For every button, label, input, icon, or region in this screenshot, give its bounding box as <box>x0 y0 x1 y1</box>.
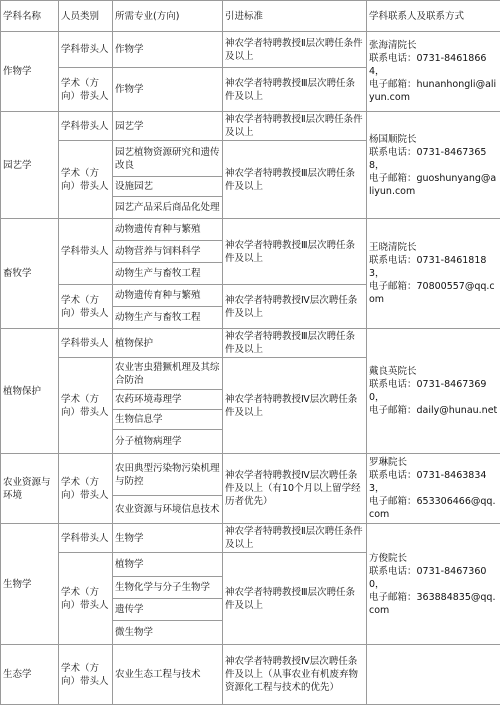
contact-cell <box>367 329 500 454</box>
table-row <box>1 524 500 553</box>
contact-email: 电子邮箱：363884835@qq.com <box>369 591 498 617</box>
table-row <box>1 329 500 358</box>
discipline-cell: 农业资源与环境 <box>1 454 59 524</box>
contact-phone: 联系电话：0731-84618664， <box>369 52 498 78</box>
header-contact: 学科联系人及联系方式 <box>367 1 500 32</box>
contact-phone: 联系电话：0731-84673600， <box>369 565 498 591</box>
personnel-cell: 学科带头人 <box>59 329 113 358</box>
header-personnel: 人员类别 <box>59 1 113 32</box>
table-row <box>1 112 500 141</box>
table-row <box>1 454 500 496</box>
personnel-cell: 学术（方向）带头人 <box>59 141 113 219</box>
personnel-cell: 学术（方向）带头人 <box>59 553 113 645</box>
discipline-cell: 园艺学 <box>1 112 59 219</box>
contact-phone: 联系电话：0731-84618183， <box>369 254 498 280</box>
major-cell: 动物生产与畜牧工程 <box>113 263 223 285</box>
major-cell: 园艺植物资源研究和遗传改良 <box>113 141 223 177</box>
criteria-cell: 神农学者特聘教授Ⅳ层次聘任条件及以上（从事农业有机废弃物资源化工程与技术的优先） <box>223 645 367 705</box>
header-major: 所需专业(方向) <box>113 1 223 32</box>
personnel-cell: 学科带头人 <box>59 219 113 285</box>
table-row <box>1 32 500 68</box>
personnel-cell: 学术（方向）带头人 <box>59 285 113 329</box>
contact-cell <box>367 219 500 329</box>
major-cell: 设施园艺 <box>113 177 223 197</box>
major-cell: 动物营养与饲料科学 <box>113 241 223 263</box>
contact-name: 戴良英院长 <box>369 365 498 378</box>
criteria-cell: 神农学者特聘教授Ⅲ层次聘任条件及以上 <box>223 141 367 219</box>
personnel-cell: 学术（方向）带头人 <box>59 454 113 524</box>
major-cell: 园艺学 <box>113 112 223 141</box>
contact-email: 电子邮箱：guoshunyang@aliyun.com <box>369 172 498 198</box>
header-row <box>1 1 500 32</box>
major-cell: 植物保护 <box>113 329 223 358</box>
major-cell: 作物学 <box>113 32 223 68</box>
discipline-cell: 生态学 <box>1 645 59 705</box>
personnel-cell: 学术（方向）带头人 <box>59 68 113 112</box>
contact-email: 电子邮箱：653306466@qq.com <box>369 495 498 521</box>
contact-phone: 联系电话：0731-84638343， <box>369 469 498 495</box>
personnel-cell: 学科带头人 <box>59 112 113 141</box>
contact-email: 电子邮箱：daily@hunau.net <box>369 404 498 417</box>
discipline-cell: 作物学 <box>1 32 59 112</box>
major-cell: 生物化学与分子生物学 <box>113 577 223 599</box>
criteria-cell: 神农学者特聘教授Ⅲ层次聘任条件及以上 <box>223 329 367 358</box>
discipline-cell: 植物保护 <box>1 329 59 454</box>
contact-cell <box>367 524 500 645</box>
contact-email: 电子邮箱：hunanhongli@aliyun.com <box>369 78 498 104</box>
major-cell: 作物学 <box>113 68 223 112</box>
contact-cell <box>367 32 500 112</box>
criteria-cell: 神农学者特聘教授Ⅲ层次聘任条件及以上 <box>223 553 367 645</box>
discipline-cell: 生物学 <box>1 524 59 645</box>
contact-cell <box>367 454 500 524</box>
major-cell: 分子植物病理学 <box>113 430 223 454</box>
contact-cell <box>367 645 500 705</box>
major-cell: 遗传学 <box>113 599 223 621</box>
personnel-cell: 学科带头人 <box>59 32 113 68</box>
table-row <box>1 645 500 705</box>
criteria-cell: 神农学者特聘教授Ⅳ层次聘任条件及以上 <box>223 358 367 454</box>
major-cell: 动物生产与畜牧工程 <box>113 307 223 329</box>
major-cell: 农业害虫猎獗机理及其综合防治 <box>113 358 223 390</box>
major-cell: 农业生态工程与技术 <box>113 645 223 705</box>
major-cell: 动物遗传育种与繁殖 <box>113 219 223 241</box>
contact-phone: 联系电话：0731-84673658， <box>369 146 498 172</box>
personnel-cell: 学科带头人 <box>59 524 113 553</box>
contact-phone: 联系电话：0731-84673690， <box>369 378 498 404</box>
criteria-cell: 神农学者特聘教授Ⅱ层次聘任条件及以上 <box>223 112 367 141</box>
major-cell: 动物遗传育种与繁殖 <box>113 285 223 307</box>
header-discipline: 学科名称 <box>1 1 59 32</box>
criteria-cell: 神农学者特聘教授Ⅱ层次聘任条件及以上 <box>223 524 367 553</box>
criteria-cell: 神农学者特聘教授Ⅲ层次聘任条件及以上 <box>223 68 367 112</box>
contact-name: 方俊院长 <box>369 552 498 565</box>
major-cell: 生物信息学 <box>113 410 223 430</box>
contact-name: 张海清院长 <box>369 39 498 52</box>
contact-name: 王晓清院长 <box>369 241 498 254</box>
personnel-cell: 学术（方向）带头人 <box>59 645 113 705</box>
major-cell: 农药环境毒理学 <box>113 390 223 410</box>
major-cell: 植物学 <box>113 553 223 577</box>
table-row <box>1 219 500 241</box>
contact-cell <box>367 112 500 219</box>
discipline-cell: 畜牧学 <box>1 219 59 329</box>
major-cell: 农业资源与环境信息技术 <box>113 496 223 524</box>
criteria-cell: 神农学者特聘教授Ⅱ层次聘任条件及以上 <box>223 32 367 68</box>
criteria-cell: 神农学者特聘教授Ⅳ层次聘任条件及以上（有10个月以上留学经历者优先） <box>223 454 367 524</box>
contact-name: 杨国顺院长 <box>369 133 498 146</box>
contact-name: 罗琳院长 <box>369 456 498 469</box>
major-cell: 农田典型污染物污染机理与防控 <box>113 454 223 496</box>
major-cell: 生物学 <box>113 524 223 553</box>
criteria-cell: 神农学者特聘教授Ⅲ层次聘任条件及以上 <box>223 219 367 285</box>
header-criteria: 引进标准 <box>223 1 367 32</box>
criteria-cell: 神农学者特聘教授Ⅳ层次聘任条件及以上 <box>223 285 367 329</box>
major-cell: 微生物学 <box>113 621 223 645</box>
personnel-cell: 学术（方向）带头人 <box>59 358 113 454</box>
major-cell: 园艺产品采后商品化处理 <box>113 197 223 219</box>
contact-email: 电子邮箱：70800557@qq.com <box>369 280 498 306</box>
